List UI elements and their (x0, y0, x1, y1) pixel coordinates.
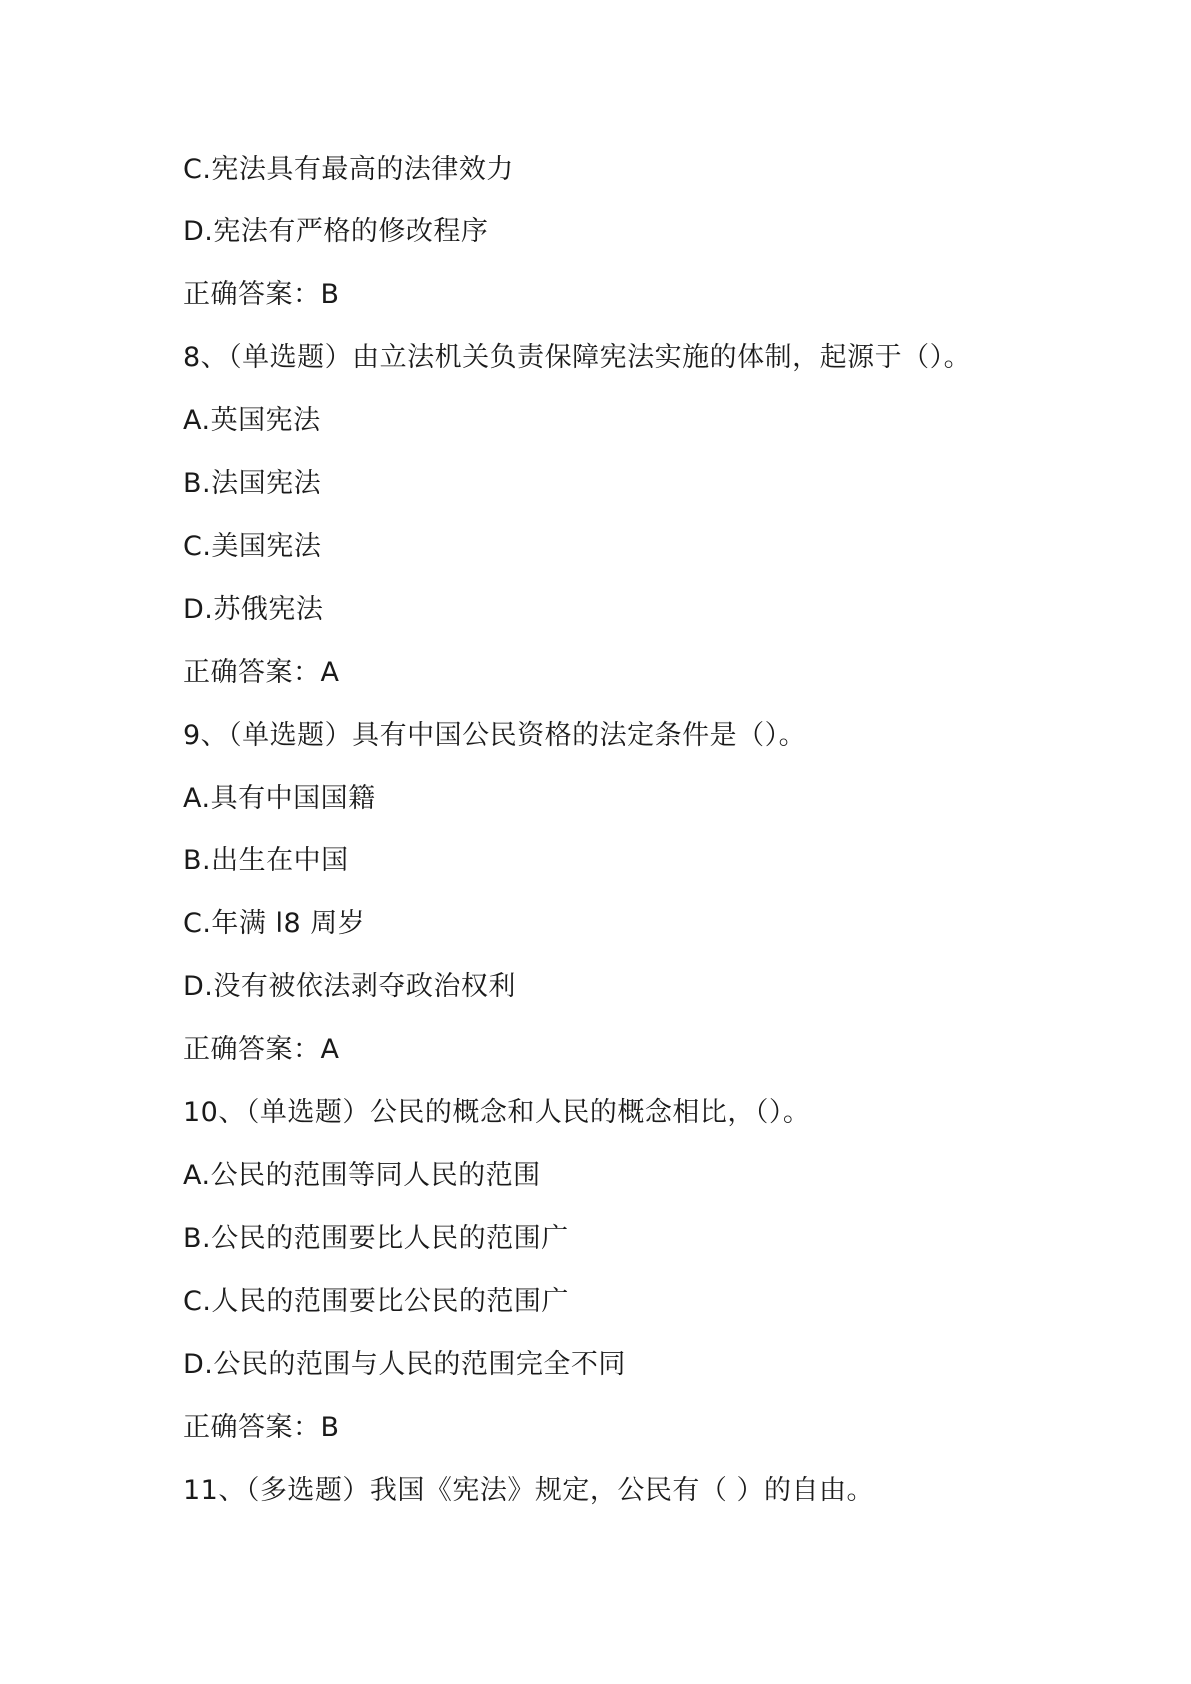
option-a-q10: A.公民的范围等同人民的范围 (183, 1160, 541, 1191)
option-c-q10: C.人民的范围要比公民的范围广 (183, 1286, 569, 1317)
question-11: 11、（多选题）我国《宪法》规定，公民有（ ）的自由。 (183, 1475, 874, 1506)
option-a-q9: A.具有中国国籍 (183, 783, 376, 814)
answer-q10: 正确答案：B (183, 1412, 340, 1443)
question-8: 8、（单选题）由立法机关负责保障宪法实施的体制，起源于（）。 (183, 342, 972, 373)
option-c-q9: C.年满 l8 周岁 (183, 908, 366, 939)
answer-q8: 正确答案：A (183, 657, 340, 688)
answer-q9: 正确答案：A (183, 1034, 340, 1065)
option-c-q7: C.宪法具有最高的法律效力 (183, 154, 514, 185)
option-c-q8: C.美国宪法 (183, 531, 322, 562)
option-d-q8: D.苏俄宪法 (183, 594, 324, 625)
question-10: 10、（单选题）公民的概念和人民的概念相比，（）。 (183, 1097, 811, 1128)
option-d-q9: D.没有被依法剥夺政治权利 (183, 971, 516, 1002)
option-b-q10: B.公民的范围要比人民的范围广 (183, 1223, 569, 1254)
question-9: 9、（单选题）具有中国公民资格的法定条件是（）。 (183, 720, 807, 751)
option-b-q8: B.法国宪法 (183, 468, 322, 499)
answer-q7: 正确答案：B (183, 279, 340, 310)
option-a-q8: A.英国宪法 (183, 405, 321, 436)
option-d-q10: D.公民的范围与人民的范围完全不同 (183, 1349, 626, 1380)
option-b-q9: B.出生在中国 (183, 845, 349, 876)
option-d-q7: D.宪法有严格的修改程序 (183, 216, 489, 247)
